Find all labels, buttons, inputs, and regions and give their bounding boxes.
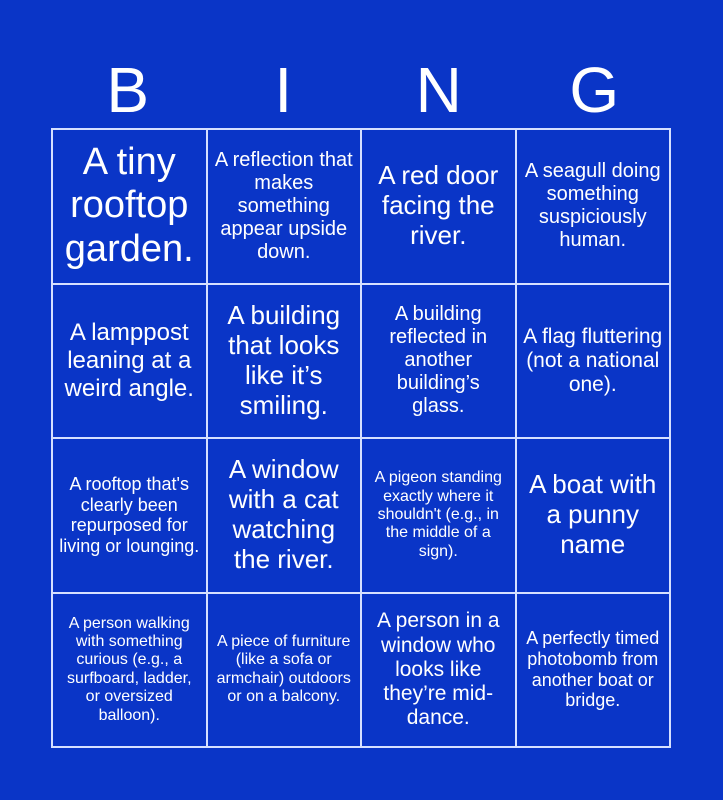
cell-text: A boat with a punny name: [529, 469, 657, 560]
bingo-cell[interactable]: [516, 129, 671, 284]
bingo-cell[interactable]: [361, 438, 516, 593]
cell-text: A pigeon standing exactly where it shouldn't (e.g., in the middle of a sign).: [374, 469, 502, 560]
bingo-cell[interactable]: [361, 284, 516, 439]
cell-text: A reflection that makes something appear upside down.: [214, 148, 353, 263]
bingo-header: [50, 52, 672, 128]
header-letter-i: I: [274, 54, 293, 126]
bingo-cell[interactable]: [207, 129, 362, 284]
cell-text: A building that looks like it’s smiling.: [227, 299, 341, 420]
bingo-cell[interactable]: [52, 438, 207, 593]
bingo-cell[interactable]: [52, 129, 207, 284]
bingo-cell[interactable]: [516, 593, 671, 748]
bingo-cell[interactable]: [207, 593, 362, 748]
bingo-cell[interactable]: [207, 284, 362, 439]
bingo-cell[interactable]: [52, 593, 207, 748]
bingo-cell[interactable]: [207, 438, 362, 593]
cell-text: A red door facing the river.: [378, 160, 499, 251]
bingo-cell[interactable]: [361, 129, 516, 284]
cell-text: A person walking with something curious (e.g., a surfboard, ladder, or oversized balloon).: [66, 614, 192, 724]
header-letter-g: G: [569, 54, 620, 126]
header-letter-n: N: [415, 54, 462, 126]
cell-text: A rooftop that's clearly been repurposed for living or lounging.: [59, 473, 200, 556]
cell-text: A tiny rooftop garden.: [64, 140, 194, 271]
cell-text: A person in a window who looks like they’re mid-dance.: [376, 609, 500, 729]
header-letter-b: B: [106, 54, 150, 126]
cell-text: A flag fluttering (not a national one).: [523, 324, 663, 396]
bingo-cell[interactable]: [516, 438, 671, 593]
cell-text: A perfectly timed photobomb from another boat or bridge.: [526, 628, 660, 711]
bingo-cell[interactable]: [361, 593, 516, 748]
cell-text: A window with a cat watching the river.: [228, 454, 339, 575]
cell-text: A building reflected in another building’s glass.: [389, 303, 488, 418]
bingo-cell[interactable]: [516, 284, 671, 439]
bingo-cell[interactable]: [52, 284, 207, 439]
cell-text: A seagull doing something suspiciously human.: [524, 160, 661, 252]
cell-text: A piece of furniture (like a sofa or armchair) outdoors or on a balcony.: [216, 632, 351, 706]
cell-text: A lamppost leaning at a weird angle.: [64, 319, 194, 402]
bingo-board: [51, 128, 671, 748]
